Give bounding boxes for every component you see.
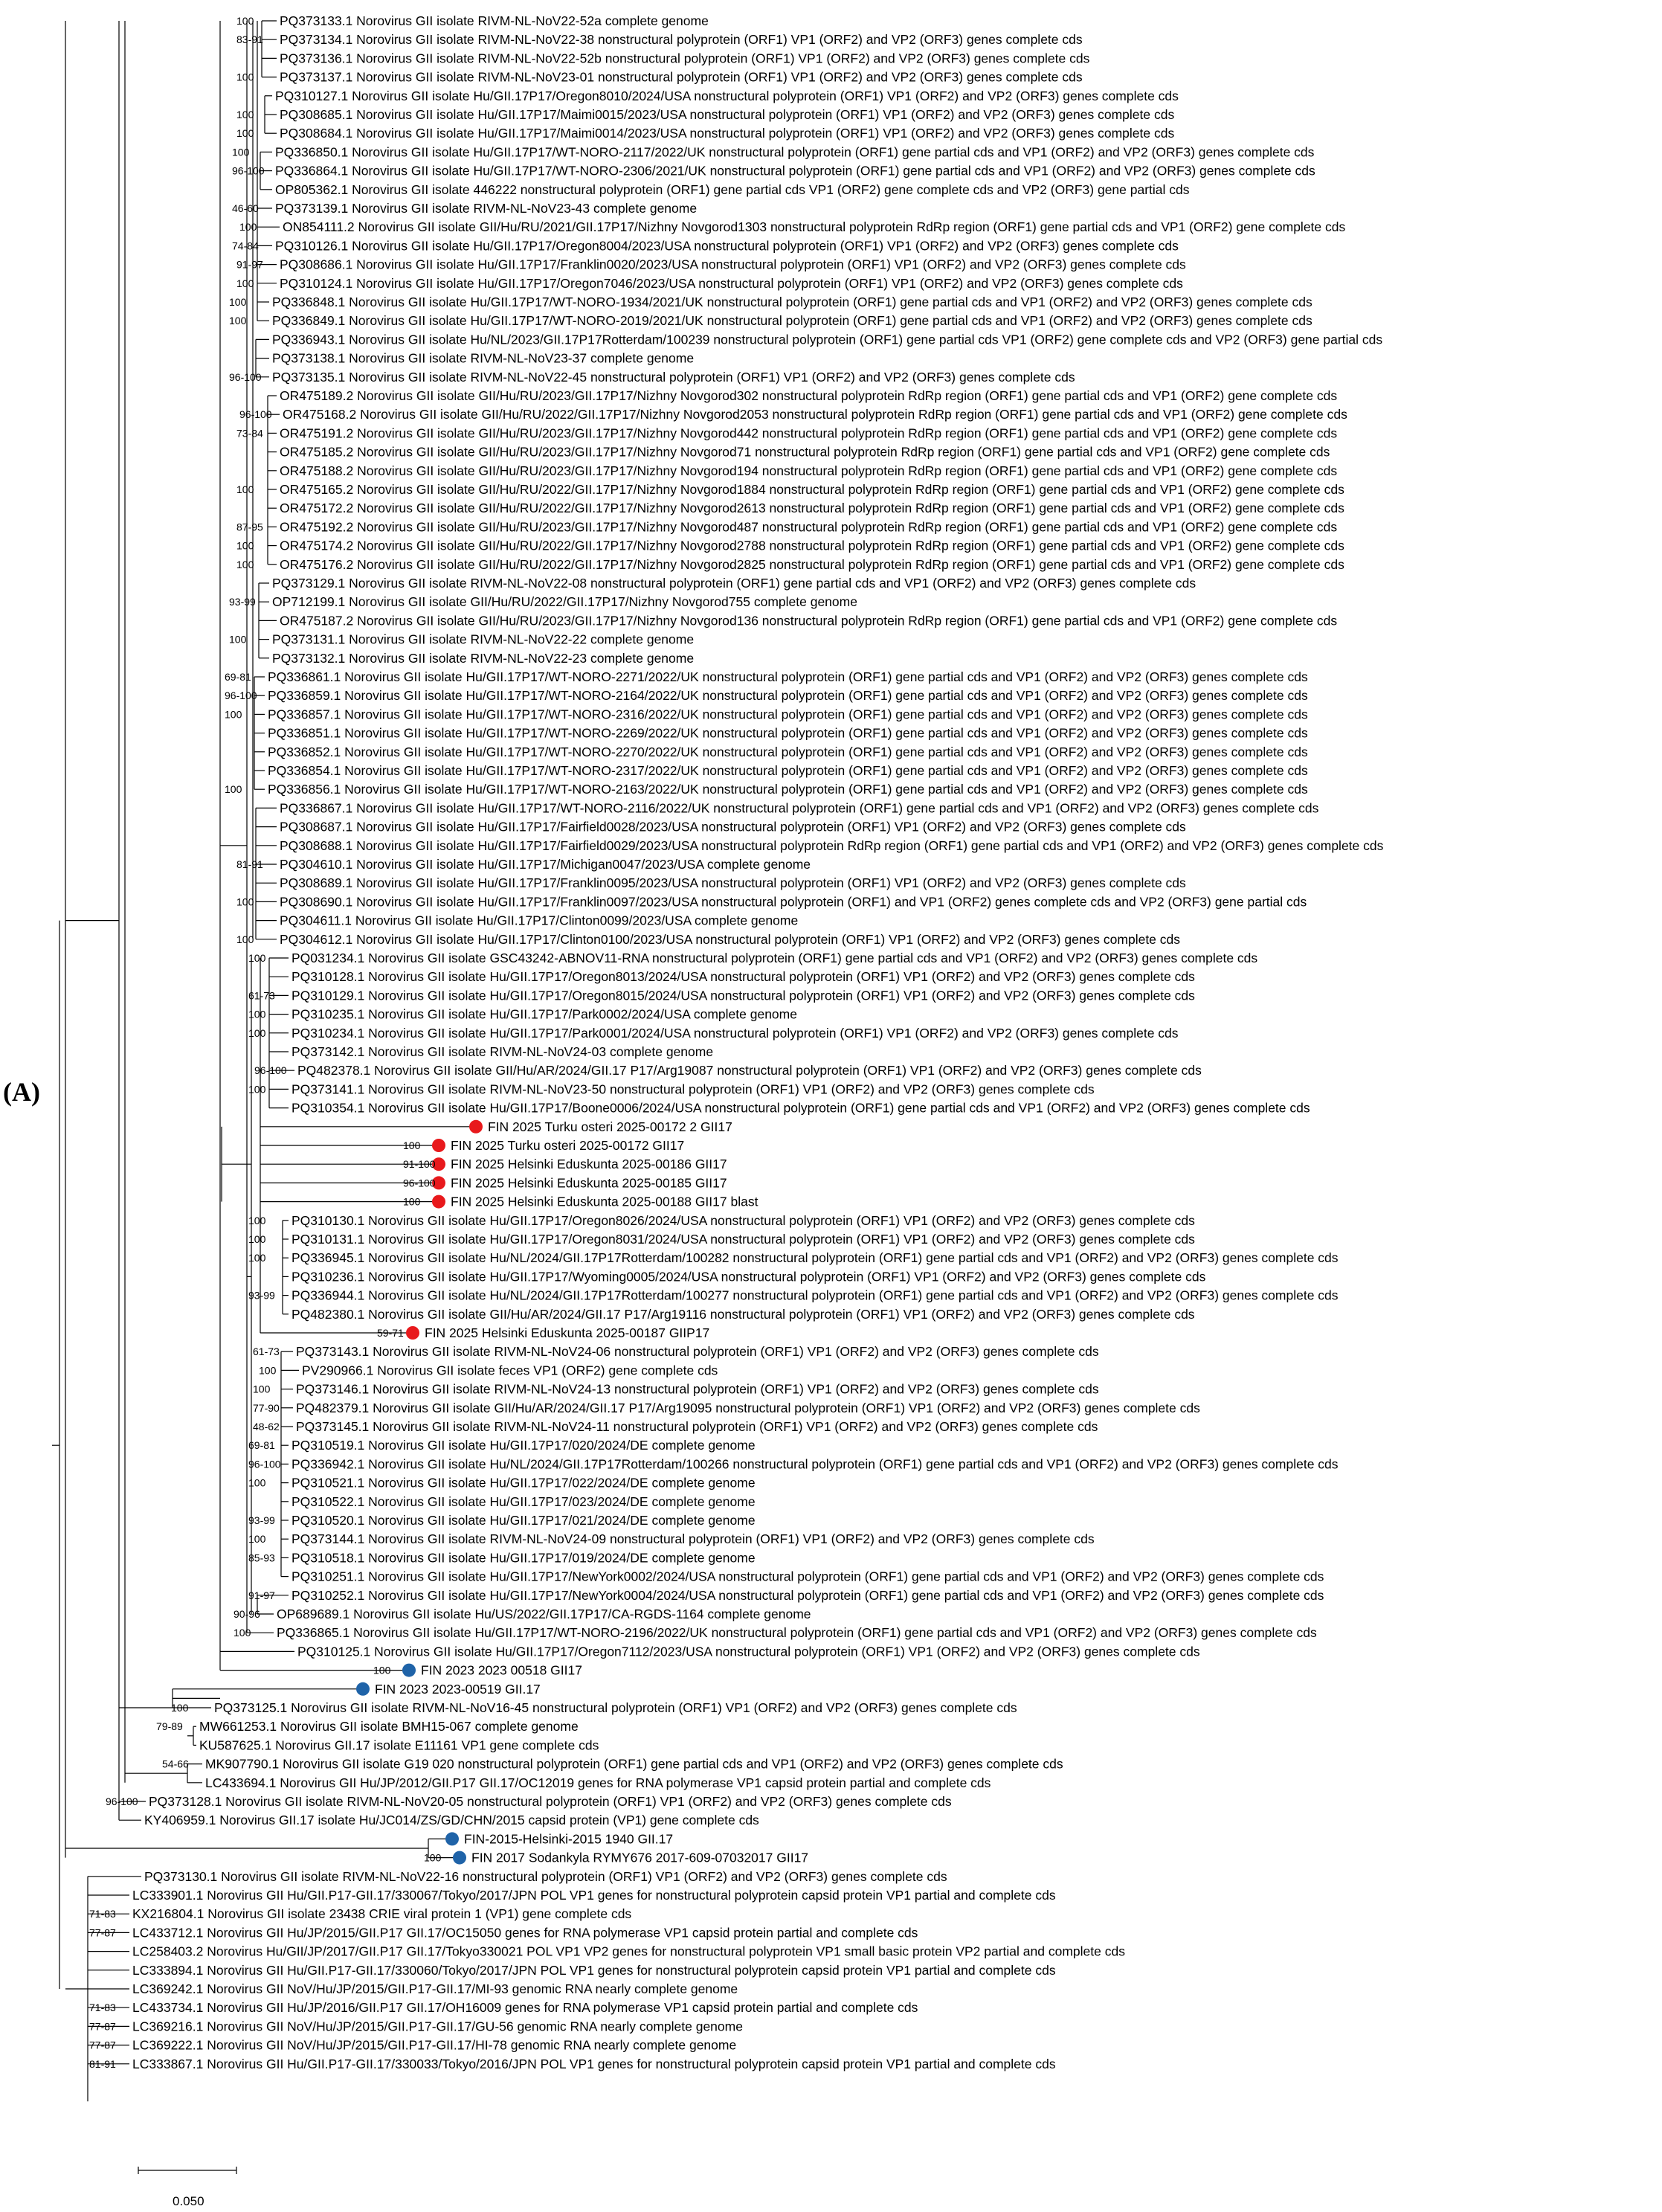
tip-label: PQ373131.1 Norovirus GII isolate RIVM-NL-NoV22-22 complete genome: [272, 631, 695, 647]
tip-label: PQ310522.1 Norovirus GII isolate Hu/GII.17P17/023/2024/DE complete genome: [292, 1494, 756, 1509]
tip-label: PQ310354.1 Norovirus GII isolate Hu/GII.17P17/Boone0006/2024/USA nonstructural polyprotein (ORF1) gene partial cds and VP1 (ORF2) and VP2 (ORF3) genes complete cds: [292, 1100, 1310, 1116]
tip-label: OR475191.2 Norovirus GII isolate GII/Hu/RU/2023/GII.17P17/Nizhny Novgorod442 nonstructural polyprotein RdRp region (ORF1) gene partial cds and VP1 (ORF2) gene complete cds: [280, 425, 1338, 441]
bootstrap-value: 85-93: [248, 1552, 275, 1564]
tip-label: OP805362.1 Norovirus GII isolate 446222 nonstructural polyprotein (ORF1) gene partial cds VP1 (ORF2) gene complete cds and VP2 (ORF3) gene partial cds: [275, 181, 1190, 197]
tip-label: PQ482379.1 Norovirus GII isolate GII/Hu/AR/2024/GII.17 P17/Arg19095 nonstructural polyprotein (ORF1) VP1 (ORF2) and VP2 (ORF3) genes complete cds: [296, 1400, 1200, 1415]
tip-label: PQ373133.1 Norovirus GII isolate RIVM-NL-NoV22-52a complete genome: [280, 13, 709, 28]
tip-label: PQ336859.1 Norovirus GII isolate Hu/GII.17P17/WT-NORO-2164/2022/UK nonstructural polyprotein (ORF1) gene partial cds and VP1 (ORF2) and VP2 (ORF3) genes complete cds: [268, 688, 1308, 704]
bootstrap-value: 100: [403, 1139, 421, 1151]
bootstrap-value: 71-83: [89, 2002, 116, 2014]
tip-label: PQ373134.1 Norovirus GII isolate RIVM-NL-NoV22-38 nonstructural polyprotein (ORF1) VP1 (ORF2) and VP2 (ORF3) genes complete cds: [280, 32, 1083, 48]
bootstrap-value: 96-100: [248, 1458, 281, 1470]
tip-label: PQ336864.1 Norovirus GII isolate Hu/GII.17P17/WT-NORO-2306/2021/UK nonstructural polyprotein (ORF1) gene partial cds and VP1 (ORF2) and VP2 (ORF3) genes complete cds: [275, 163, 1315, 179]
tip-label: FIN 2025 Turku osteri 2025-00172 2 GII17: [488, 1119, 732, 1134]
tip-label: PQ310130.1 Norovirus GII isolate Hu/GII.17P17/Oregon8026/2024/USA nonstructural polyprotein (ORF1) VP1 (ORF2) and VP2 (ORF3) genes complete cds: [292, 1212, 1195, 1228]
bootstrap-value: 71-83: [89, 1908, 116, 1920]
tip-label: FIN-2015-Helsinki-2015 1940 GII.17: [464, 1831, 674, 1847]
bootstrap-value: 96-100: [229, 370, 262, 383]
tip-label: PQ373129.1 Norovirus GII isolate RIVM-NL-NoV22-08 nonstructural polyprotein (ORF1) gene partial cds and VP1 (ORF2) and VP2 (ORF3) genes complete cds: [272, 576, 1196, 591]
tip-label: PQ310252.1 Norovirus GII isolate Hu/GII.17P17/NewYork0004/2024/USA nonstructural polyprotein (ORF1) gene partial cds and VP1 (ORF2) and VP2 (ORF3) genes complete cds: [292, 1587, 1324, 1603]
bootstrap-value: 100: [229, 633, 247, 646]
tip-label: PQ310126.1 Norovirus GII isolate Hu/GII.17P17/Oregon8004/2023/USA nonstructural polyprotein (ORF1) VP1 (ORF2) and VP2 (ORF3) genes complete cds: [275, 238, 1179, 254]
tip-label: PQ373135.1 Norovirus GII isolate RIVM-NL-NoV22-45 nonstructural polyprotein (ORF1) VP1 (ORF2) and VP2 (ORF3) genes complete cds: [272, 369, 1075, 385]
tip-label: PQ373139.1 Norovirus GII isolate RIVM-NL-NoV23-43 complete genome: [275, 201, 698, 216]
tip-label: PQ373138.1 Norovirus GII isolate RIVM-NL-NoV23-37 complete genome: [272, 350, 695, 366]
bootstrap-value: 100: [236, 933, 254, 945]
bootstrap-value: 59-71: [377, 1327, 404, 1339]
tip-label: PQ336942.1 Norovirus GII isolate Hu/NL/2024/GII.17P17Rotterdam/100266 nonstructural polyprotein (ORF1) gene partial cds and VP1 (ORF2) and VP2 (ORF3) genes complete cds: [292, 1456, 1339, 1472]
bootstrap-value: 81-91: [89, 2057, 116, 2070]
bootstrap-value: 77-90: [253, 1401, 280, 1414]
tip-label: PV290966.1 Norovirus GII isolate feces VP1 (ORF2) gene complete cds: [302, 1363, 718, 1378]
tip-label: PQ336856.1 Norovirus GII isolate Hu/GII.17P17/WT-NORO-2163/2022/UK nonstructural polyprotein (ORF1) gene partial cds and VP1 (ORF2) and VP2 (ORF3) genes complete cds: [268, 782, 1308, 797]
tip-label: LC333894.1 Norovirus GII Hu/GII.P17-GII.17/330060/Tokyo/2017/JPN POL VP1 genes for nonstructural polyprotein capsid protein VP1 partial and complete cds: [132, 1962, 1056, 1978]
bootstrap-value: 100: [225, 708, 242, 721]
tip-label: LC333901.1 Norovirus GII Hu/GII.P17-GII.17/330067/Tokyo/2017/JPN POL VP1 genes for nonstructural polyprotein capsid protein VP1 partial and complete cds: [132, 1888, 1056, 1903]
tip-label: PQ308689.1 Norovirus GII isolate Hu/GII.17P17/Franklin0095/2023/USA nonstructural polyprotein (ORF1) VP1 (ORF2) and VP2 (ORF3) genes complete cds: [280, 875, 1186, 891]
tip-label: PQ336865.1 Norovirus GII isolate Hu/GII.17P17/WT-NORO-2196/2022/UK nonstructural polyprotein (ORF1) gene partial cds and VP1 (ORF2) and VP2 (ORF3) genes complete cds: [277, 1625, 1317, 1641]
bootstrap-value: 93-99: [248, 1289, 275, 1302]
tip-label: LC433734.1 Norovirus GII Hu/JP/2016/GII.P17 GII.17/OH16009 genes for RNA polymerase VP1 capsid protein partial and complete cds: [132, 2000, 918, 2016]
bootstrap-value: 81-91: [236, 858, 263, 870]
tip-label: PQ308684.1 Norovirus GII isolate Hu/GII.17P17/Maimi0014/2023/USA nonstructural polyprotein (ORF1) VP1 (ORF2) and VP2 (ORF3) genes complete cds: [280, 126, 1175, 141]
tip-label: LC433694.1 Norovirus GII Hu/JP/2012/GII.P17 GII.17/OC12019 genes for RNA polymerase VP1 capsid protein partial and complete cds: [205, 1775, 991, 1790]
tip-label: OP712199.1 Norovirus GII isolate GII/Hu/RU/2022/GII.17P17/Nizhny Novgorod755 complete genome: [272, 594, 857, 610]
bootstrap-value: 69-81: [225, 671, 251, 683]
tip-label: PQ031234.1 Norovirus GII isolate GSC43242-ABNOV11-RNA nonstructural polyprotein (ORF1) gene partial cds and VP1 (ORF2) and VP2 (ORF3) genes complete cds: [292, 951, 1258, 965]
tip-label: OR475189.2 Norovirus GII isolate GII/Hu/RU/2023/GII.17P17/Nizhny Novgorod302 nonstructural polyprotein RdRp region (ORF1) gene partial cds and VP1 (ORF2) gene complete cds: [280, 388, 1338, 403]
tip-label: PQ482378.1 Norovirus GII isolate GII/Hu/AR/2024/GII.17 P17/Arg19087 nonstructural polyprotein (ORF1) VP1 (ORF2) and VP2 (ORF3) genes complete cds: [297, 1063, 1202, 1078]
bootstrap-value: 100: [229, 315, 247, 327]
tip-label: ON854111.2 Norovirus GII isolate GII/Hu/RU/2021/GII.17P17/Nizhny Novgorod1303 nonstructural polyprotein RdRp region (ORF1) gene partial cds and VP1 (ORF2) gene complete cds: [283, 219, 1346, 235]
scale-bar-label: 0.050: [173, 2194, 204, 2208]
tip-label: PQ308686.1 Norovirus GII isolate Hu/GII.17P17/Franklin0020/2023/USA nonstructural polyprotein (ORF1) VP1 (ORF2) and VP2 (ORF3) genes complete cds: [280, 257, 1186, 272]
bootstrap-value: 93-99: [229, 596, 256, 608]
bootstrap-value: 79-89: [156, 1720, 183, 1733]
tip-label: PQ373143.1 Norovirus GII isolate RIVM-NL-NoV24-06 nonstructural polyprotein (ORF1) VP1 (ORF2) and VP2 (ORF3) genes complete cds: [296, 1344, 1099, 1360]
finland-2025-marker: [469, 1120, 483, 1134]
tip-label: LC369216.1 Norovirus GII NoV/Hu/JP/2015/GII.P17-GII.17/GU-56 genomic RNA nearly complete genome: [132, 2019, 743, 2034]
bootstrap-value: 91-100: [403, 1158, 436, 1171]
tip-label: PQ310128.1 Norovirus GII isolate Hu/GII.17P17/Oregon8013/2024/USA nonstructural polyprotein (ORF1) VP1 (ORF2) and VP2 (ORF3) genes complete cds: [292, 969, 1195, 985]
tip-label: LC258403.2 Norovirus Hu/GII/JP/2017/GII.P17 GII.17/Tokyo330021 POL VP1 VP2 genes for nonstructural polyprotein VP1 small basic protein VP2 partial and complete cds: [132, 1943, 1125, 1959]
bootstrap-value: 74-84: [232, 239, 259, 252]
bootstrap-value: 100: [248, 1026, 266, 1039]
tip-label: FIN 2017 Sodankyla RYMY676 2017-609-07032017 GII17: [471, 1850, 809, 1865]
tip-label: MW661253.1 Norovirus GII isolate BMH15-067 complete genome: [199, 1719, 579, 1734]
bootstrap-value: 100: [232, 146, 250, 158]
tip-label: PQ482380.1 Norovirus GII isolate GII/Hu/AR/2024/GII.17 P17/Arg19116 nonstructural polyprotein (ORF1) VP1 (ORF2) and VP2 (ORF3) genes complete cds: [292, 1306, 1195, 1322]
bootstrap-value: 100: [403, 1195, 421, 1208]
bootstrap-value: 96-100: [225, 689, 257, 702]
bootstrap-value: 100: [171, 1702, 189, 1714]
tip-label: PQ373144.1 Norovirus GII isolate RIVM-NL-NoV24-09 nonstructural polyprotein (ORF1) VP1 (ORF2) and VP2 (ORF3) genes complete cds: [292, 1531, 1095, 1547]
bootstrap-value: 87-95: [236, 521, 263, 533]
bootstrap-value: 100: [236, 15, 254, 27]
tip-label: PQ304612.1 Norovirus GII isolate Hu/GII.17P17/Clinton0100/2023/USA nonstructural polyprotein (ORF1) VP1 (ORF2) and VP2 (ORF3) genes complete cds: [280, 931, 1181, 947]
tip-label: PQ336854.1 Norovirus GII isolate Hu/GII.17P17/WT-NORO-2317/2022/UK nonstructural polyprotein (ORF1) gene partial cds and VP1 (ORF2) and VP2 (ORF3) genes complete cds: [268, 763, 1308, 778]
bootstrap-value: 100: [248, 1008, 266, 1020]
bootstrap-value: 96-100: [106, 1795, 138, 1807]
tip-label: FIN 2025 Turku osteri 2025-00172 GII17: [451, 1138, 685, 1153]
tip-label: PQ310127.1 Norovirus GII isolate Hu/GII.17P17/Oregon8010/2024/USA nonstructural polyprotein (ORF1) VP1 (ORF2) and VP2 (ORF3) genes complete cds: [275, 88, 1179, 103]
bootstrap-value: 100: [259, 1364, 277, 1377]
bootstrap-value: 83-91: [236, 33, 263, 46]
bootstrap-value: 100: [236, 109, 254, 120]
bootstrap-value: 77-87: [89, 2020, 116, 2033]
bootstrap-value: 93-99: [248, 1514, 275, 1526]
bootstrap-value: 100: [229, 296, 247, 308]
tip-label: FIN 2025 Helsinki Eduskunta 2025-00188 GII17 blast: [451, 1194, 758, 1209]
bootstrap-value: 69-81: [248, 1439, 275, 1452]
bootstrap-value: 100: [225, 783, 242, 796]
tip-label: PQ336851.1 Norovirus GII isolate Hu/GII.17P17/WT-NORO-2269/2022/UK nonstructural polyprotein (ORF1) gene partial cds and VP1 (ORF2) and VP2 (ORF3) genes complete cds: [268, 725, 1308, 741]
bootstrap-value: 46-60: [232, 202, 259, 214]
tip-label: PQ336848.1 Norovirus GII isolate Hu/GII.17P17/WT-NORO-1934/2021/UK nonstructural polyprotein (ORF1) gene partial cds and VP1 (ORF2) and VP2 (ORF3) genes complete cds: [272, 295, 1312, 309]
panel-label: (A): [3, 1077, 40, 1107]
tip-label: OR475174.2 Norovirus GII isolate GII/Hu/RU/2022/GII.17P17/Nizhny Novgorod2788 nonstructural polyprotein RdRp region (ORF1) gene partial cds and VP1 (ORF2) gene complete cds: [280, 538, 1344, 553]
tip-label: OR475192.2 Norovirus GII isolate GII/Hu/RU/2023/GII.17P17/Nizhny Novgorod487 nonstructural polyprotein RdRp region (ORF1) gene partial cds and VP1 (ORF2) gene complete cds: [280, 519, 1338, 535]
finland-2025-marker: [432, 1139, 445, 1152]
tip-label: PQ310521.1 Norovirus GII isolate Hu/GII.17P17/022/2024/DE complete genome: [292, 1475, 756, 1491]
tip-label: PQ310125.1 Norovirus GII isolate Hu/GII.17P17/Oregon7112/2023/USA nonstructural polyprotein (ORF1) VP1 (ORF2) and VP2 (ORF3) genes complete cds: [297, 1644, 1200, 1659]
tip-label: LC369242.1 Norovirus GII NoV/Hu/JP/2015/GII.P17-GII.17/MI-93 genomic RNA nearly complete genome: [132, 1981, 738, 1996]
finland-2025-marker: [406, 1326, 419, 1340]
bootstrap-value: 91-97: [248, 1589, 275, 1601]
bootstrap-value: 100: [236, 483, 254, 495]
tip-label: PQ308690.1 Norovirus GII isolate Hu/GII.17P17/Franklin0097/2023/USA nonstructural polyprotein (ORF1) and VP1 (ORF2) genes complete cds and VP2 (ORF3) gene partial cds: [280, 894, 1307, 910]
tip-label: PQ336945.1 Norovirus GII isolate Hu/NL/2024/GII.17P17Rotterdam/100282 nonstructural polyprotein (ORF1) gene partial cds and VP1 (ORF2) and VP2 (ORF3) genes complete cds: [292, 1250, 1339, 1266]
tip-label: OR475185.2 Norovirus GII isolate GII/Hu/RU/2023/GII.17P17/Nizhny Novgorod71 nonstructural polyprotein RdRp region (ORF1) gene partial cds and VP1 (ORF2) gene complete cds: [280, 444, 1330, 460]
tip-label: FIN 2025 Helsinki Eduskunta 2025-00186 GII17: [451, 1157, 727, 1172]
tip-label: PQ373141.1 Norovirus GII isolate RIVM-NL-NoV23-50 nonstructural polyprotein (ORF1) VP1 (ORF2) and VP2 (ORF3) genes complete cds: [292, 1081, 1095, 1097]
bootstrap-value: 91-97: [236, 258, 263, 271]
tip-label: OR475168.2 Norovirus GII isolate GII/Hu/RU/2022/GII.17P17/Nizhny Novgorod2053 nonstructural polyprotein RdRp region (ORF1) gene partial cds and VP1 (ORF2) gene complete cds: [283, 407, 1347, 422]
tip-label: PQ336857.1 Norovirus GII isolate Hu/GII.17P17/WT-NORO-2316/2022/UK nonstructural polyprotein (ORF1) gene partial cds and VP1 (ORF2) and VP2 (ORF3) genes complete cds: [268, 707, 1308, 722]
tip-label: OR475187.2 Norovirus GII isolate GII/Hu/RU/2023/GII.17P17/Nizhny Novgorod136 nonstructural polyprotein RdRp region (ORF1) gene partial cds and VP1 (ORF2) gene complete cds: [280, 613, 1338, 628]
tip-label: OP689689.1 Norovirus GII isolate Hu/US/2022/GII.17P17/CA-RGDS-1164 complete genome: [277, 1607, 811, 1621]
bootstrap-value: 77-87: [89, 2039, 116, 2051]
finland-2025-marker: [432, 1195, 445, 1209]
tip-label: LC369222.1 Norovirus GII NoV/Hu/JP/2015/GII.P17-GII.17/HI-78 genomic RNA nearly complete genome: [132, 2037, 737, 2053]
bootstrap-value: 100: [424, 1851, 442, 1864]
tip-label: PQ304610.1 Norovirus GII isolate Hu/GII.17P17/Michigan0047/2023/USA complete genome: [280, 857, 811, 872]
tip-label: PQ336849.1 Norovirus GII isolate Hu/GII.17P17/WT-NORO-2019/2021/UK nonstructural polyprotein (ORF1) gene partial cds and VP1 (ORF2) and VP2 (ORF3) genes complete cds: [272, 313, 1312, 329]
bootstrap-value: 100: [236, 539, 254, 552]
tip-label: PQ310124.1 Norovirus GII isolate Hu/GII.17P17/Oregon7046/2023/USA nonstructural polyprotein (ORF1) VP1 (ORF2) and VP2 (ORF3) genes complete cds: [280, 275, 1183, 291]
bootstrap-value: 100: [233, 1627, 251, 1639]
bootstrap-value: 73-84: [236, 427, 263, 440]
tip-label: LC333867.1 Norovirus GII Hu/GII.P17-GII.17/330033/Tokyo/2016/JPN POL VP1 genes for nonstructural polyprotein capsid protein VP1 partial and complete cds: [132, 2056, 1056, 2071]
tip-label: FIN 2023 2023-00519 GII.17: [375, 1681, 541, 1697]
bootstrap-value: 100: [236, 558, 254, 570]
tip-label: FIN 2025 Helsinki Eduskunta 2025-00185 GII17: [451, 1175, 727, 1191]
finland-earlier-marker: [453, 1851, 466, 1865]
tip-label: PQ336943.1 Norovirus GII isolate Hu/NL/2023/GII.17P17Rotterdam/100239 nonstructural polyprotein (ORF1) gene partial cds VP1 (ORF2) gene complete cds and VP2 (ORF3) gene partial cds: [272, 332, 1383, 347]
tip-label: PQ310519.1 Norovirus GII isolate Hu/GII.17P17/020/2024/DE complete genome: [292, 1438, 756, 1453]
bootstrap-value: 96-100: [254, 1064, 287, 1077]
tip-label: PQ336944.1 Norovirus GII isolate Hu/NL/2024/GII.17P17Rotterdam/100277 nonstructural polyprotein (ORF1) gene partial cds and VP1 (ORF2) and VP2 (ORF3) genes complete cds: [292, 1287, 1339, 1303]
tip-label: KX216804.1 Norovirus GII isolate 23438 CRIE viral protein 1 (VP1) gene complete cds: [132, 1906, 632, 1922]
bootstrap-value: 77-87: [89, 1926, 116, 1939]
bootstrap-value: 100: [236, 71, 254, 83]
tip-label: PQ310129.1 Norovirus GII isolate Hu/GII.17P17/Oregon8015/2024/USA nonstructural polyprotein (ORF1) VP1 (ORF2) and VP2 (ORF3) genes complete cds: [292, 988, 1195, 1003]
tip-label: PQ308685.1 Norovirus GII isolate Hu/GII.17P17/Maimi0015/2023/USA nonstructural polyprotein (ORF1) VP1 (ORF2) and VP2 (ORF3) genes complete cds: [280, 107, 1175, 122]
bootstrap-value: 100: [248, 1214, 266, 1226]
tip-label: PQ373137.1 Norovirus GII isolate RIVM-NL-NoV23-01 nonstructural polyprotein (ORF1) VP1 (ORF2) and VP2 (ORF3) genes complete cds: [280, 69, 1083, 85]
scale-bar: [138, 2167, 236, 2208]
tip-label: PQ373132.1 Norovirus GII isolate RIVM-NL-NoV22-23 complete genome: [272, 650, 695, 666]
tip-label: FIN 2025 Helsinki Eduskunta 2025-00187 GIIP17: [425, 1325, 710, 1340]
tip-label: OR475172.2 Norovirus GII isolate GII/Hu/RU/2022/GII.17P17/Nizhny Novgorod2613 nonstructural polyprotein RdRp region (ORF1) gene partial cds and VP1 (ORF2) gene complete cds: [280, 501, 1344, 516]
tip-label: PQ373125.1 Norovirus GII isolate RIVM-NL-NoV16-45 nonstructural polyprotein (ORF1) VP1 (ORF2) and VP2 (ORF3) genes complete cds: [214, 1700, 1017, 1715]
tip-label: PQ373142.1 Norovirus GII isolate RIVM-NL-NoV24-03 complete genome: [292, 1044, 714, 1059]
tip-label: KU587625.1 Norovirus GII.17 isolate E11161 VP1 gene complete cds: [199, 1737, 599, 1753]
tip-label: PQ373128.1 Norovirus GII isolate RIVM-NL-NoV20-05 nonstructural polyprotein (ORF1) VP1 (ORF2) and VP2 (ORF3) genes complete cds: [149, 1794, 952, 1809]
tip-label: PQ310518.1 Norovirus GII isolate Hu/GII.17P17/019/2024/DE complete genome: [292, 1550, 756, 1566]
bootstrap-value: 96-100: [239, 408, 272, 421]
tip-label: KY406959.1 Norovirus GII.17 isolate Hu/JC014/ZS/GD/CHN/2015 capsid protein (VP1) gene complete cds: [144, 1813, 759, 1828]
bootstrap-value: 96-100: [232, 164, 265, 177]
tip-label: PQ310236.1 Norovirus GII isolate Hu/GII.17P17/Wyoming0005/2024/USA nonstructural polyprotein (ORF1) VP1 (ORF2) and VP2 (ORF3) genes complete cds: [292, 1269, 1206, 1285]
bootstrap-value: 61-73: [253, 1345, 280, 1358]
tip-label: OR475165.2 Norovirus GII isolate GII/Hu/RU/2022/GII.17P17/Nizhny Novgorod1884 nonstructural polyprotein RdRp region (ORF1) gene partial cds and VP1 (ORF2) gene complete cds: [280, 482, 1344, 497]
tip-label: PQ310131.1 Norovirus GII isolate Hu/GII.17P17/Oregon8031/2024/USA nonstructural polyprotein (ORF1) VP1 (ORF2) and VP2 (ORF3) genes complete cds: [292, 1232, 1195, 1247]
tip-label: PQ304611.1 Norovirus GII isolate Hu/GII.17P17/Clinton0099/2023/USA complete genome: [280, 913, 799, 928]
tip-label: PQ336867.1 Norovirus GII isolate Hu/GII.17P17/WT-NORO-2116/2022/UK nonstructural polyprotein (ORF1) gene partial cds and VP1 (ORF2) and VP2 (ORF3) genes complete cds: [280, 800, 1319, 816]
finland-earlier-marker: [356, 1682, 370, 1696]
bootstrap-value: 100: [248, 1476, 266, 1489]
bootstrap-value: 90-96: [233, 1608, 260, 1620]
tip-label: PQ308688.1 Norovirus GII isolate Hu/GII.17P17/Fairfield0029/2023/USA nonstructural polyprotein RdRp region (ORF1) gene partial cds and VP1 (ORF2) and VP2 (ORF3) genes complete cds: [280, 837, 1384, 853]
bootstrap-value: 100: [239, 221, 257, 234]
bootstrap-value: 100: [248, 952, 266, 964]
tip-label: PQ308687.1 Norovirus GII isolate Hu/GII.17P17/Fairfield0028/2023/USA nonstructural polyprotein (ORF1) VP1 (ORF2) and VP2 (ORF3) genes complete cds: [280, 819, 1186, 835]
tip-label: LC433712.1 Norovirus GII Hu/JP/2015/GII.P17 GII.17/OC15050 genes for RNA polymerase VP1 capsid protein partial and complete cds: [132, 1925, 918, 1941]
tip-label: PQ373145.1 Norovirus GII isolate RIVM-NL-NoV24-11 nonstructural polyprotein (ORF1) VP1 (ORF2) and VP2 (ORF3) genes complete cds: [296, 1419, 1098, 1434]
bootstrap-value: 100: [248, 1233, 266, 1245]
tip-label: MK907790.1 Norovirus GII isolate G19 020 nonstructural polyprotein (ORF1) gene partial cds and VP1 (ORF2) and VP2 (ORF3) genes complete cds: [205, 1756, 1063, 1772]
tip-label: OR475188.2 Norovirus GII isolate GII/Hu/RU/2023/GII.17P17/Nizhny Novgorod194 nonstructural polyprotein RdRp region (ORF1) gene partial cds and VP1 (ORF2) gene complete cds: [280, 463, 1338, 478]
tip-label: PQ336861.1 Norovirus GII isolate Hu/GII.17P17/WT-NORO-2271/2022/UK nonstructural polyprotein (ORF1) gene partial cds and VP1 (ORF2) and VP2 (ORF3) genes complete cds: [268, 669, 1308, 684]
bootstrap-value: 100: [248, 1252, 266, 1264]
tip-label: PQ310234.1 Norovirus GII isolate Hu/GII.17P17/Park0001/2024/USA nonstructural polyprotein (ORF1) VP1 (ORF2) and VP2 (ORF3) genes complete cds: [292, 1025, 1179, 1041]
bootstrap-value: 100: [236, 127, 254, 140]
bootstrap-value: 54-66: [162, 1758, 189, 1770]
tip-label: PQ373136.1 Norovirus GII isolate RIVM-NL-NoV22-52b nonstructural polyprotein (ORF1) VP1 (ORF2) and VP2 (ORF3) genes complete cds: [280, 51, 1090, 66]
tip-label: FIN 2023 2023 00518 GII17: [421, 1662, 582, 1678]
bootstrap-value: 100: [248, 1533, 266, 1546]
tree-leaves: [132, 13, 1384, 2071]
bootstrap-value: 48-62: [253, 1421, 280, 1433]
finland-earlier-marker: [402, 1664, 416, 1677]
bootstrap-value: 100: [253, 1383, 271, 1395]
bootstrap-value: 100: [373, 1664, 391, 1676]
tip-label: PQ310235.1 Norovirus GII isolate Hu/GII.17P17/Park0002/2024/USA complete genome: [292, 1006, 797, 1022]
tip-label: PQ310520.1 Norovirus GII isolate Hu/GII.17P17/021/2024/DE complete genome: [292, 1513, 756, 1528]
tip-label: PQ336852.1 Norovirus GII isolate Hu/GII.17P17/WT-NORO-2270/2022/UK nonstructural polyprotein (ORF1) gene partial cds and VP1 (ORF2) and VP2 (ORF3) genes complete cds: [268, 744, 1308, 759]
finland-earlier-marker: [445, 1832, 459, 1845]
bootstrap-value: 100: [248, 1083, 266, 1096]
bootstrap-value: 61-73: [248, 989, 275, 1002]
tip-label: OR475176.2 Norovirus GII isolate GII/Hu/RU/2022/GII.17P17/Nizhny Novgorod2825 nonstructural polyprotein RdRp region (ORF1) gene partial cds and VP1 (ORF2) gene complete cds: [280, 556, 1344, 572]
bootstrap-value: 96-100: [403, 1177, 436, 1189]
tip-label: PQ373146.1 Norovirus GII isolate RIVM-NL-NoV24-13 nonstructural polyprotein (ORF1) VP1 (ORF2) and VP2 (ORF3) genes complete cds: [296, 1381, 1099, 1397]
bootstrap-value: 100: [236, 277, 254, 289]
tip-label: PQ373130.1 Norovirus GII isolate RIVM-NL-NoV22-16 nonstructural polyprotein (ORF1) VP1 (ORF2) and VP2 (ORF3) genes complete cds: [144, 1868, 947, 1884]
bootstrap-value: 100: [236, 896, 254, 908]
tip-label: PQ336850.1 Norovirus GII isolate Hu/GII.17P17/WT-NORO-2117/2022/UK nonstructural polyprotein (ORF1) gene partial cds and VP1 (ORF2) and VP2 (ORF3) genes complete cds: [275, 144, 1315, 160]
tip-label: PQ310251.1 Norovirus GII isolate Hu/GII.17P17/NewYork0002/2024/USA nonstructural polyprotein (ORF1) gene partial cds and VP1 (ORF2) and VP2 (ORF3) genes complete cds: [292, 1569, 1324, 1584]
